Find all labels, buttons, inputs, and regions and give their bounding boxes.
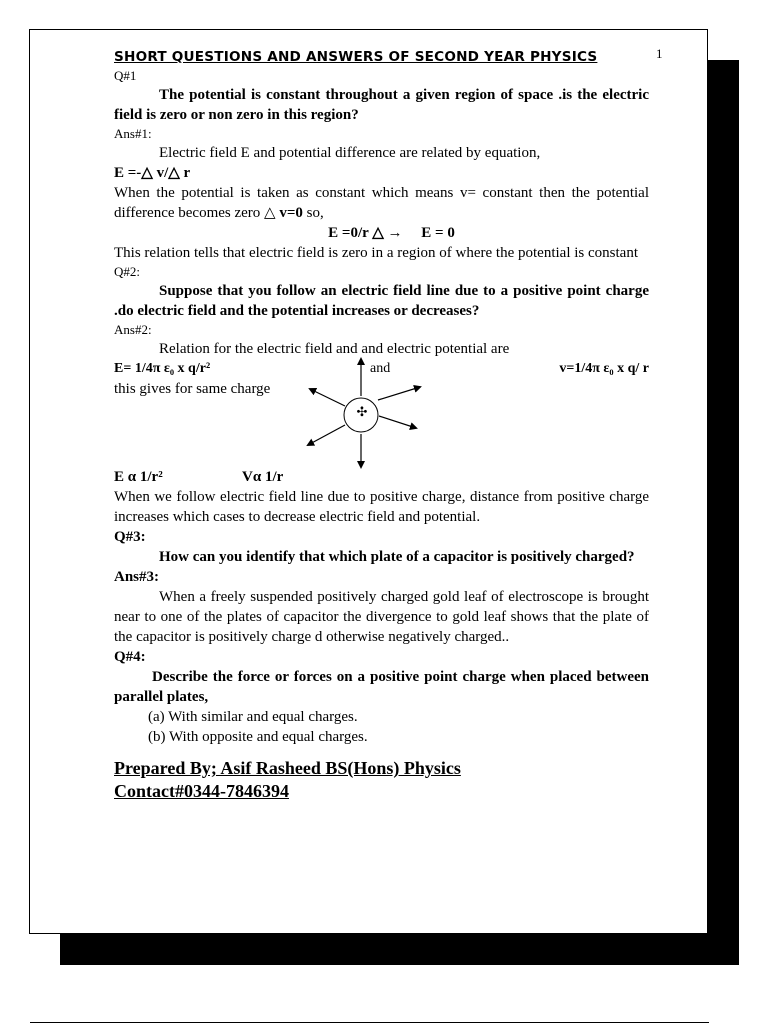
arrow-upper-left: [310, 389, 345, 406]
document-title: SHORT QUESTIONS AND ANSWERS OF SECOND YEAR PHYSICS: [114, 49, 598, 65]
q2-e-proportional: E α 1/r²: [114, 469, 163, 485]
q2-question: Suppose that you follow an electric field line due to a positive point charge .do electric field and the potential increases or decreases?: [114, 283, 649, 319]
q1-paragraph-2: When the potential is taken as constant which means v= constant then the potential difference becomes zero △ v=0 so,: [114, 185, 649, 221]
arrow-lower-right: [379, 416, 416, 428]
q2-paragraph: When we follow electric field line due to positive charge, distance from positive charge increases which cases to decrease electric field and potential.: [114, 489, 649, 525]
q2-label: Q#2:: [114, 264, 140, 279]
page-content: [114, 48, 649, 803]
q3-question: How can you identify that which plate of a capacitor is positively charged?: [159, 549, 635, 565]
arrow-lower-left: [308, 425, 345, 445]
q2-answer-label: Ans#2:: [114, 322, 152, 337]
q1-paragraph-3: This relation tells that electric field is zero in a region of where the potential is constant: [114, 245, 638, 261]
q3-label: Q#3:: [114, 529, 146, 545]
positive-charge-icon: ✣: [356, 405, 368, 420]
q1-equation: E =-△ v/△ r: [114, 165, 191, 181]
q4-options-list: [114, 707, 649, 747]
q1-answer-line: Electric field E and potential difference are related by equation,: [159, 145, 541, 161]
field-lines-diagram: [114, 379, 649, 467]
q4-label: Q#4:: [114, 649, 146, 665]
q2-electric-field-equation: E= 1/4π ε₀ x q/r²: [114, 361, 211, 376]
q1-answer-label: Ans#1:: [114, 126, 152, 141]
q4-question: Describe the force or forces on a positive point charge when placed between parallel plates,: [114, 669, 649, 705]
q2-and-text: and: [370, 361, 391, 376]
q4-option-b: (b) With opposite and equal charges.: [148, 729, 368, 745]
q1-equation-2: E =0/r △ → E = 0: [328, 225, 455, 241]
page-number: 1: [656, 46, 663, 61]
footer-contact: Contact#0344-7846394: [114, 781, 289, 801]
q2-same-charge-line: this gives for same charge: [114, 381, 271, 397]
q3-answer: When a freely suspended positively charged gold leaf of electroscope is brought near to one of the plates of capacitor the divergence to gold leaf shows that the plate of the capacitor is positively charge d otherwise negatively charged..: [114, 589, 649, 645]
q4-option-a: (a) With similar and equal charges.: [148, 709, 358, 725]
q2-potential-equation: v=1/4π ε₀ x q/ r: [559, 361, 649, 376]
q2-answer-line: Relation for the electric field and and electric potential are: [159, 341, 510, 357]
q2-proportions-row: [114, 467, 649, 487]
q2-v-proportional: Vα 1/r: [242, 469, 284, 485]
q1-question: The potential is constant throughout a given region of space .is the electric field is zero or non zero in this region?: [114, 87, 649, 123]
bottom-divider: [30, 1022, 709, 1023]
q3-answer-label: Ans#3:: [114, 569, 160, 585]
q1-label: Q#1: [114, 68, 137, 83]
document-page: [29, 29, 708, 934]
arrow-upper-right: [378, 387, 420, 400]
footer-prepared-by: Prepared By; Asif Rasheed BS(Hons) Physics: [114, 758, 461, 778]
